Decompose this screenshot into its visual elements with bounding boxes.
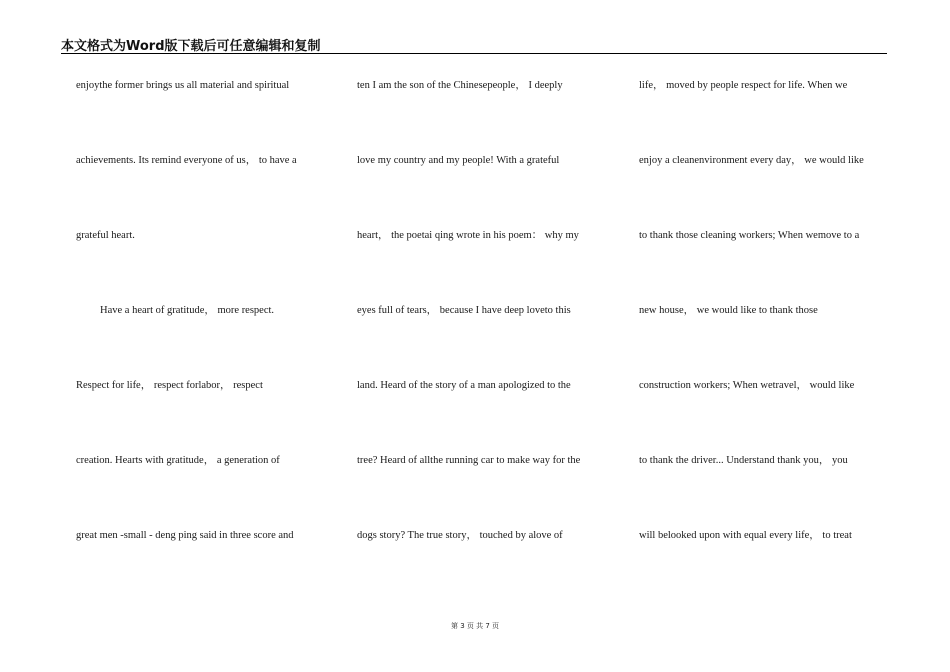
text-line: new house， we would like to thank those bbox=[639, 305, 818, 316]
text-column-2 bbox=[357, 78, 619, 603]
text-line: love my country and my people! With a grateful bbox=[357, 155, 560, 166]
page-header bbox=[61, 33, 887, 54]
text-line: to thank those cleaning workers; When wemove to a bbox=[639, 230, 860, 241]
text-line: ten I am the son of the Chinesepeople， I deeply bbox=[357, 80, 563, 91]
page-footer bbox=[0, 621, 950, 631]
text-line: grateful heart. bbox=[76, 230, 135, 241]
text-line: eyes full of tears， because I have deep loveto this bbox=[357, 305, 571, 316]
page-number: 第 3 页 共 7 页 bbox=[450, 622, 500, 630]
text-line: construction workers; When wetravel， would like bbox=[639, 380, 855, 391]
text-line: Respect for life， respect forlabor， respect bbox=[76, 380, 263, 391]
text-line: great men -small - deng ping said in three score and bbox=[76, 530, 294, 541]
text-column-3 bbox=[639, 78, 901, 603]
text-line: land. Heard of the story of a man apologized to the bbox=[357, 380, 571, 391]
text-line: life， moved by people respect for life. When we bbox=[639, 80, 848, 91]
text-line: heart， the poetai qing wrote in his poem： why my bbox=[357, 230, 579, 241]
text-line: enjoy a cleanenvironment every day， we would like bbox=[639, 155, 864, 166]
header-title: 本文格式为Word版下载后可任意编辑和复制 bbox=[61, 39, 321, 54]
text-line: achievements. Its remind everyone of us， to have a bbox=[76, 155, 297, 166]
text-line: creation. Hearts with gratitude， a generation of bbox=[76, 455, 280, 466]
text-line: will belooked upon with equal every life， to treat bbox=[639, 530, 852, 541]
text-line: dogs story? The true story， touched by alove of bbox=[357, 530, 563, 541]
text-line: tree? Heard of allthe running car to make way for the bbox=[357, 455, 581, 466]
text-line: Have a heart of gratitude， more respect. bbox=[100, 305, 275, 316]
text-line: to thank the driver... Understand thank you， you bbox=[639, 455, 848, 466]
text-column-1 bbox=[76, 78, 338, 603]
text-line: enjoythe former brings us all material and spiritual bbox=[76, 80, 290, 91]
